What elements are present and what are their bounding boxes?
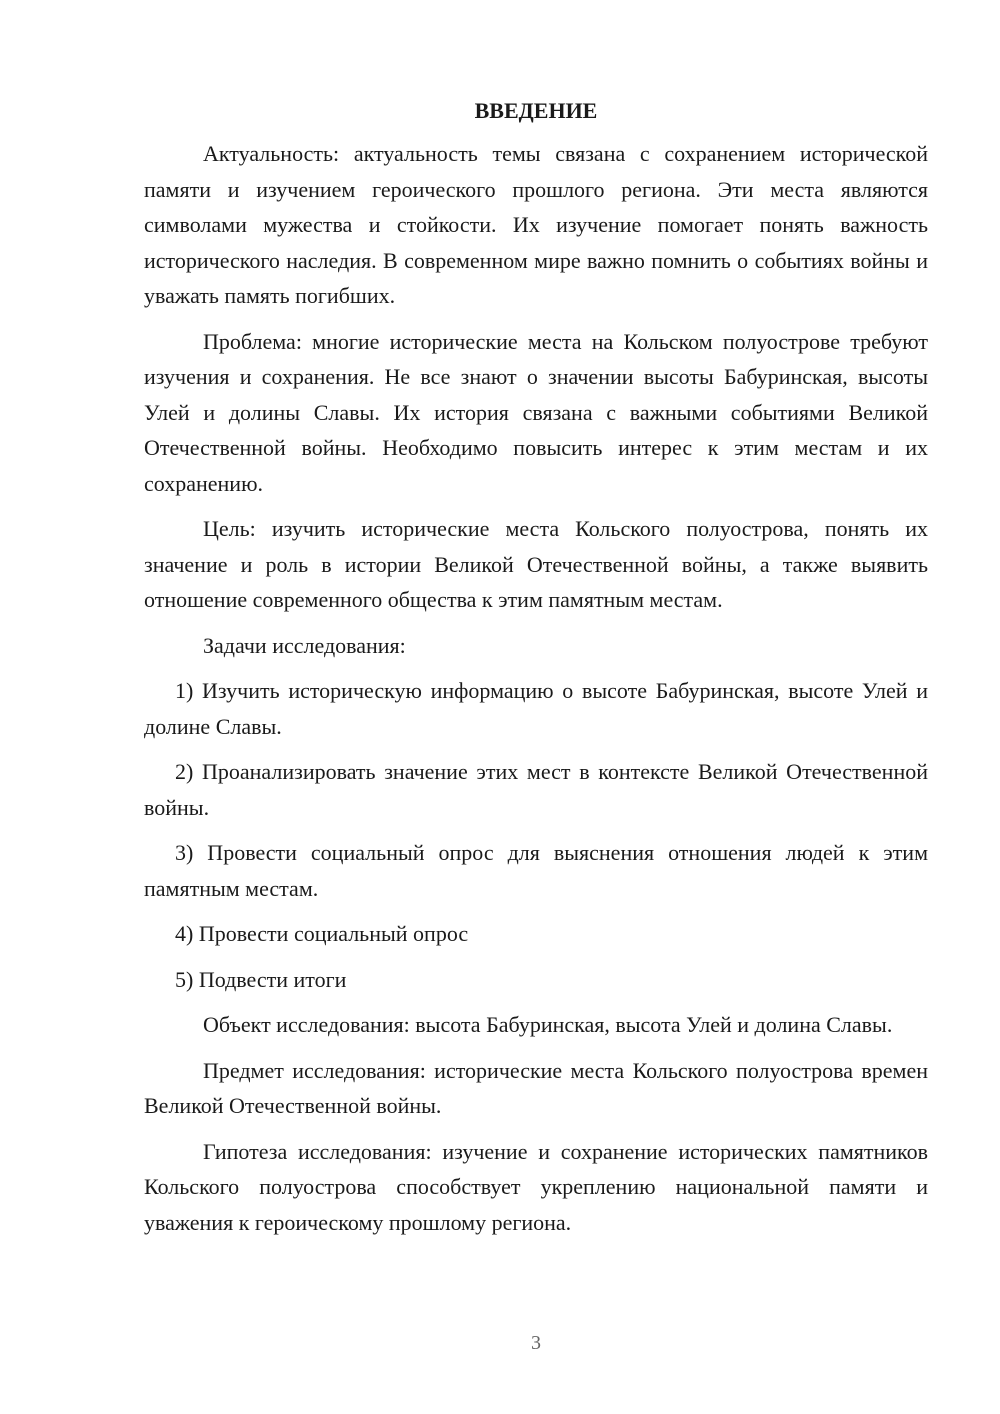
page-number: 3 [531,1332,541,1354]
task-item-2: 2) Проанализировать значение этих мест в контексте Великой Отечественной войны. [144,759,928,820]
task-item-5: 5) Подвести итоги [175,966,347,992]
paragraph-hypothesis: Гипотеза исследования: изучение и сохранение исторических памятников Кольского полуострова способствует укреплению национальной памяти и уважения к героическому прошлому региона. [144,1138,928,1235]
page-heading: ВВЕДЕНИЕ [474,98,598,123]
task-item-3: 3) Провести социальный опрос для выяснения отношения людей к этим памятным местам. [144,840,928,901]
tasks-title: Задачи исследования: [203,632,406,658]
paragraph-problem: Проблема: многие исторические места на Кольском полуострове требуют изучения и сохранения. Не все знают о значении высоты Бабуринская, высоты Улей и долины Славы. Их история связана с важными событиями Великой Отечественной войны. Необходимо повысить интерес к этим местам и их сохранению. [144,328,928,496]
paragraph-subject: Предмет исследования: исторические места Кольского полуострова времен Великой Отечественной войны. [144,1057,928,1118]
paragraph-goal: Цель: изучить исторические места Кольского полуострова, понять их значение и роль в истории Великой Отечественной войны, а также выявить отношение современного общества к этим памятным местам. [144,516,928,612]
paragraph-object: Объект исследования: высота Бабуринская, высота Улей и долина Славы. [203,1012,893,1037]
task-item-4: 4) Провести социальный опрос [175,921,469,946]
page-content [144,96,928,1250]
paragraph-relevance: Актуальность: актуальность темы связана с сохранением исторической памяти и изучением героического прошлого региона. Эти места являются символами мужества и стойкости. Их изучение помогает понять важность исторического наследия. В современном мире важно помнить о событиях войны и уважать память погибших. [144,141,928,308]
task-item-1: 1) Изучить историческую информацию о высоте Бабуринская, высоте Улей и долине Славы. [144,678,928,739]
